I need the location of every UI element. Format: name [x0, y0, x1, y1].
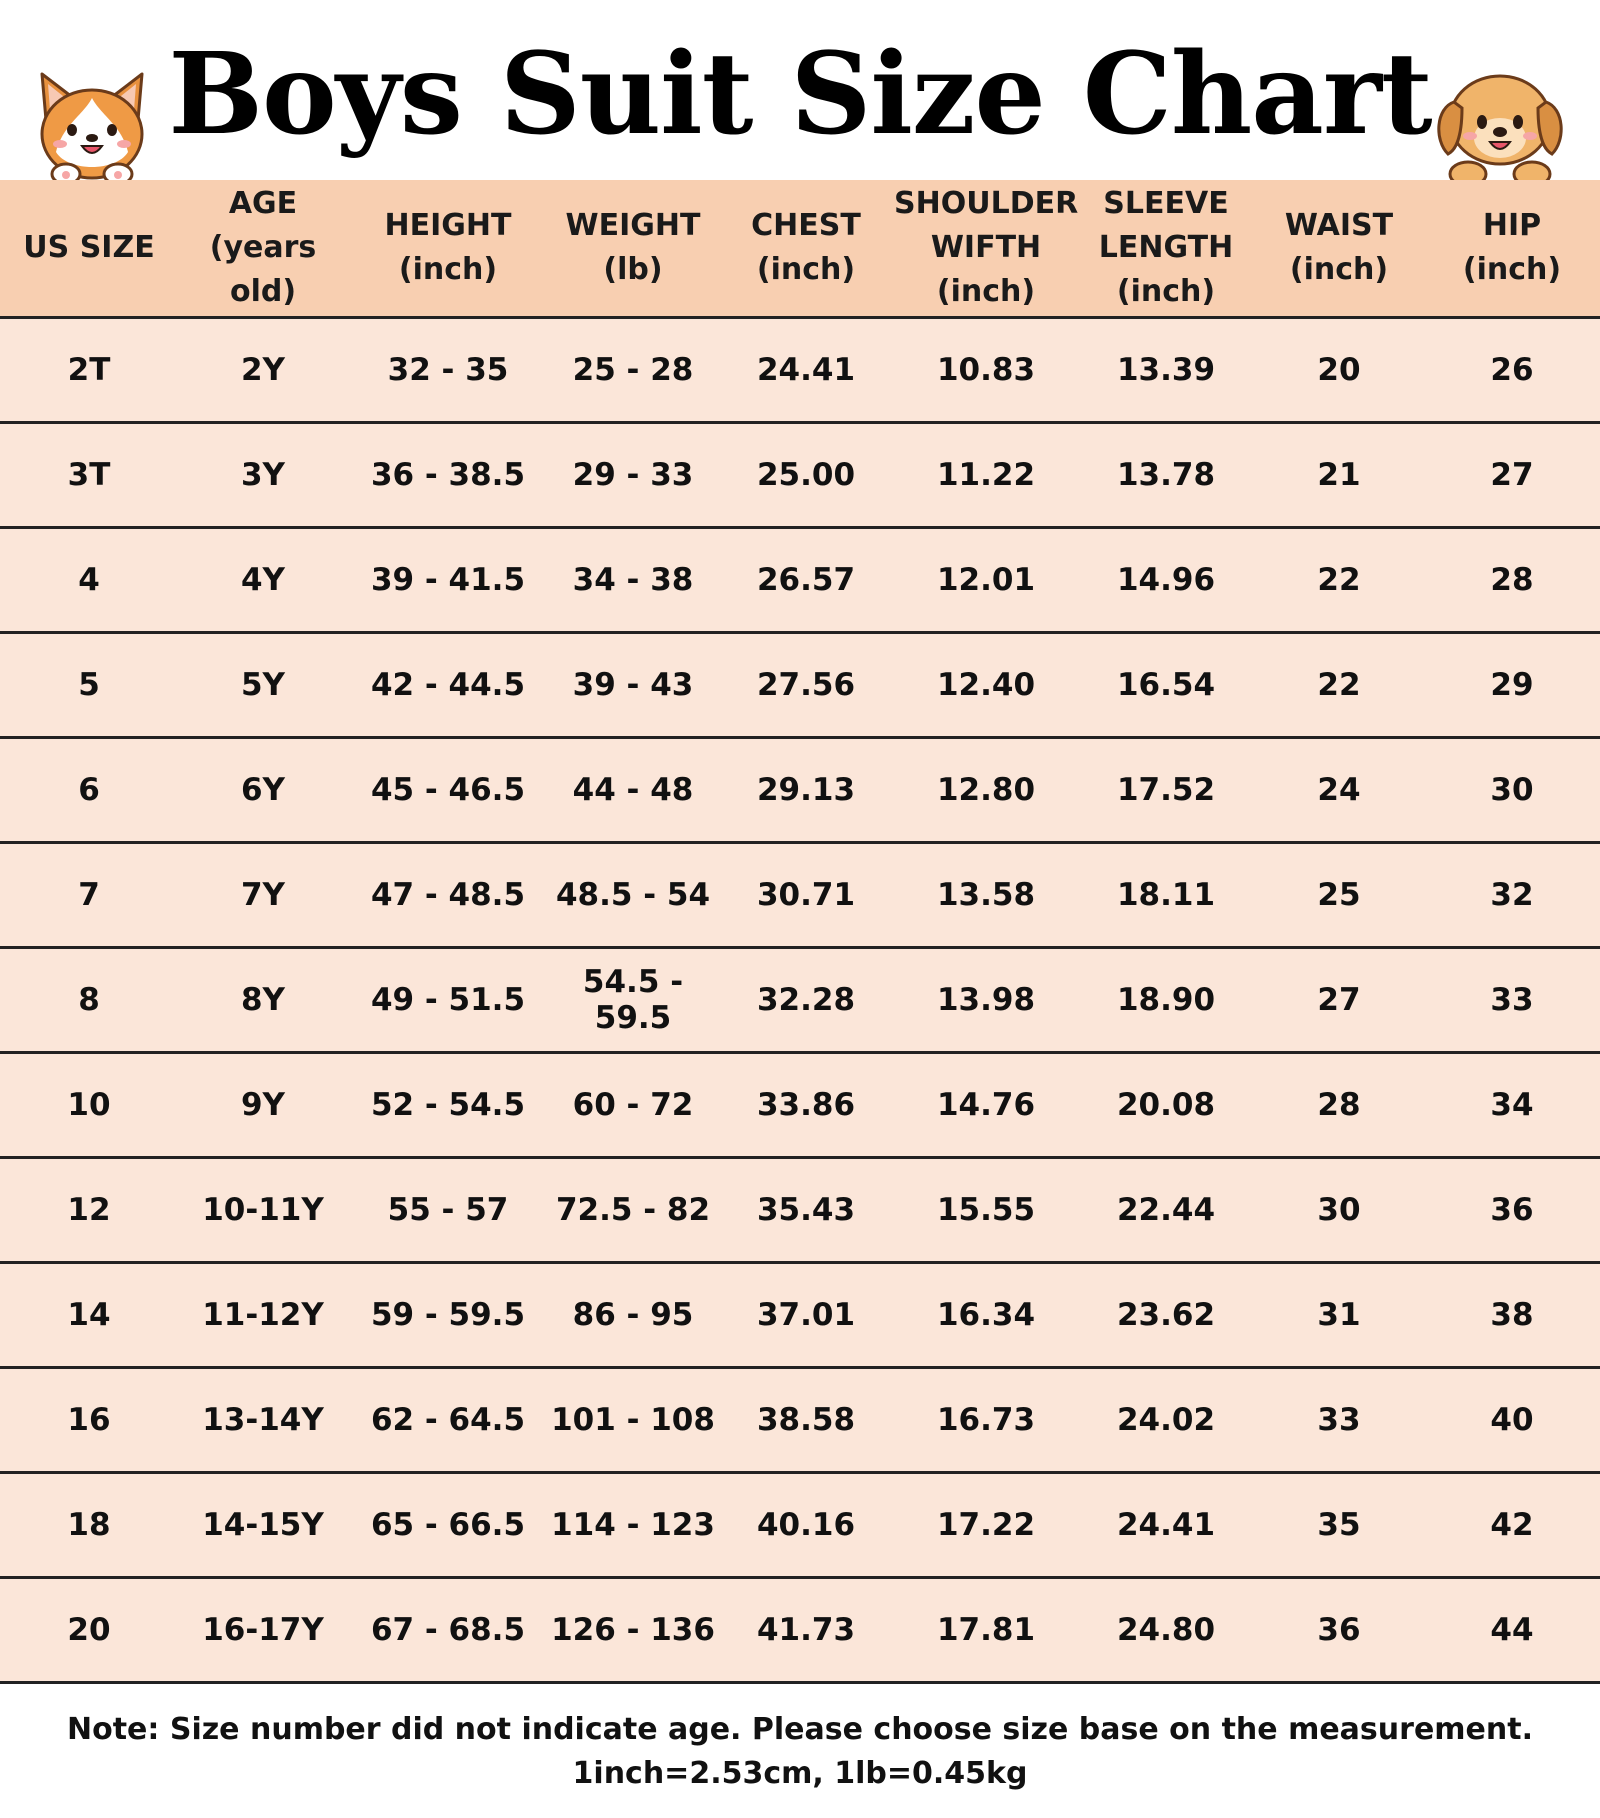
table-row: [0, 948, 1600, 1053]
header-waist: WAIST (inch): [1254, 180, 1424, 318]
note-line-2: 1inch=2.53cm, 1lb=0.45kg: [572, 1756, 1028, 1791]
cell-weight: 54.5 - 59.5: [548, 948, 718, 1053]
cell-waist: 27: [1254, 948, 1424, 1053]
cell-sleeve-length: 16.54: [1078, 633, 1254, 738]
cell-sleeve-length: 24.80: [1078, 1578, 1254, 1683]
cell-hip: 28: [1424, 528, 1600, 633]
cell-hip: 32: [1424, 843, 1600, 948]
cell-waist: 21: [1254, 423, 1424, 528]
cell-sleeve-length: 18.90: [1078, 948, 1254, 1053]
cell-waist: 30: [1254, 1158, 1424, 1263]
cell-chest: 33.86: [718, 1053, 894, 1158]
cell-waist: 31: [1254, 1263, 1424, 1368]
cell-shoulder-width: 13.98: [894, 948, 1078, 1053]
table-body: [0, 318, 1600, 1683]
cell-age: 4Y: [178, 528, 348, 633]
corgi-mascot-icon: [32, 68, 152, 188]
cell-chest: 26.57: [718, 528, 894, 633]
size-note: [0, 1708, 1600, 1796]
header-chest: CHEST (inch): [718, 180, 894, 318]
cell-weight: 126 - 136: [548, 1578, 718, 1683]
cell-age: 2Y: [178, 318, 348, 423]
cell-us-size: 6: [0, 738, 178, 843]
header-height: HEIGHT (inch): [348, 180, 548, 318]
cell-chest: 32.28: [718, 948, 894, 1053]
cell-chest: 25.00: [718, 423, 894, 528]
cell-us-size: 12: [0, 1158, 178, 1263]
table-header-row: [0, 180, 1600, 318]
cell-hip: 34: [1424, 1053, 1600, 1158]
cell-hip: 44: [1424, 1578, 1600, 1683]
cell-age: 6Y: [178, 738, 348, 843]
cell-sleeve-length: 18.11: [1078, 843, 1254, 948]
cell-height: 52 - 54.5: [348, 1053, 548, 1158]
note-line-1: Note: Size number did not indicate age. Please choose size base on the measurement.: [66, 1712, 1533, 1747]
cell-waist: 28: [1254, 1053, 1424, 1158]
cell-chest: 40.16: [718, 1473, 894, 1578]
cell-height: 45 - 46.5: [348, 738, 548, 843]
cell-shoulder-width: 17.81: [894, 1578, 1078, 1683]
header-weight: WEIGHT (lb): [548, 180, 718, 318]
cell-us-size: 8: [0, 948, 178, 1053]
cell-height: 59 - 59.5: [348, 1263, 548, 1368]
cell-chest: 27.56: [718, 633, 894, 738]
table-row: [0, 738, 1600, 843]
cell-sleeve-length: 24.41: [1078, 1473, 1254, 1578]
header-hip: HIP (inch): [1424, 180, 1600, 318]
cell-us-size: 14: [0, 1263, 178, 1368]
cell-sleeve-length: 23.62: [1078, 1263, 1254, 1368]
cell-weight: 114 - 123: [548, 1473, 718, 1578]
cell-shoulder-width: 12.80: [894, 738, 1078, 843]
cell-shoulder-width: 16.73: [894, 1368, 1078, 1473]
table-row: [0, 1053, 1600, 1158]
cell-weight: 101 - 108: [548, 1368, 718, 1473]
cell-height: 49 - 51.5: [348, 948, 548, 1053]
cell-waist: 24: [1254, 738, 1424, 843]
cell-height: 67 - 68.5: [348, 1578, 548, 1683]
cell-us-size: 5: [0, 633, 178, 738]
table-row: [0, 528, 1600, 633]
cell-us-size: 7: [0, 843, 178, 948]
cell-age: 16-17Y: [178, 1578, 348, 1683]
cell-hip: 42: [1424, 1473, 1600, 1578]
cell-sleeve-length: 14.96: [1078, 528, 1254, 633]
table-row: [0, 1263, 1600, 1368]
cell-chest: 35.43: [718, 1158, 894, 1263]
cell-weight: 39 - 43: [548, 633, 718, 738]
cell-hip: 38: [1424, 1263, 1600, 1368]
cell-shoulder-width: 16.34: [894, 1263, 1078, 1368]
cell-us-size: 18: [0, 1473, 178, 1578]
cell-sleeve-length: 20.08: [1078, 1053, 1254, 1158]
size-chart-table: [0, 180, 1600, 1684]
cell-chest: 29.13: [718, 738, 894, 843]
cell-waist: 22: [1254, 633, 1424, 738]
cell-age: 7Y: [178, 843, 348, 948]
cell-height: 47 - 48.5: [348, 843, 548, 948]
cell-waist: 20: [1254, 318, 1424, 423]
cell-weight: 25 - 28: [548, 318, 718, 423]
cell-age: 8Y: [178, 948, 348, 1053]
cell-shoulder-width: 13.58: [894, 843, 1078, 948]
cell-height: 65 - 66.5: [348, 1473, 548, 1578]
cell-us-size: 2T: [0, 318, 178, 423]
table-row: [0, 423, 1600, 528]
header-us-size: US SIZE: [0, 180, 178, 318]
header-sleeve-length: SLEEVE LENGTH (inch): [1078, 180, 1254, 318]
cell-weight: 86 - 95: [548, 1263, 718, 1368]
cell-age: 14-15Y: [178, 1473, 348, 1578]
header-shoulder-width: SHOULDER WIFTH (inch): [894, 180, 1078, 318]
cell-weight: 44 - 48: [548, 738, 718, 843]
cell-hip: 30: [1424, 738, 1600, 843]
cell-us-size: 4: [0, 528, 178, 633]
cell-weight: 29 - 33: [548, 423, 718, 528]
cell-height: 36 - 38.5: [348, 423, 548, 528]
cell-us-size: 16: [0, 1368, 178, 1473]
cell-chest: 24.41: [718, 318, 894, 423]
cell-age: 3Y: [178, 423, 348, 528]
cell-weight: 34 - 38: [548, 528, 718, 633]
cell-waist: 36: [1254, 1578, 1424, 1683]
cell-us-size: 3T: [0, 423, 178, 528]
cell-hip: 27: [1424, 423, 1600, 528]
cell-weight: 72.5 - 82: [548, 1158, 718, 1263]
table-row: [0, 1473, 1600, 1578]
header-age: AGE (years old): [178, 180, 348, 318]
cell-waist: 25: [1254, 843, 1424, 948]
cell-height: 39 - 41.5: [348, 528, 548, 633]
cell-chest: 41.73: [718, 1578, 894, 1683]
cell-shoulder-width: 14.76: [894, 1053, 1078, 1158]
cell-sleeve-length: 17.52: [1078, 738, 1254, 843]
cell-waist: 22: [1254, 528, 1424, 633]
page-title: Boys Suit Size Chart: [168, 29, 1432, 160]
golden-puppy-mascot-icon: [1432, 68, 1568, 192]
cell-hip: 40: [1424, 1368, 1600, 1473]
table-row: [0, 843, 1600, 948]
cell-shoulder-width: 15.55: [894, 1158, 1078, 1263]
table-row: [0, 1158, 1600, 1263]
cell-shoulder-width: 10.83: [894, 318, 1078, 423]
cell-sleeve-length: 24.02: [1078, 1368, 1254, 1473]
cell-shoulder-width: 12.40: [894, 633, 1078, 738]
table-row: [0, 1368, 1600, 1473]
cell-age: 13-14Y: [178, 1368, 348, 1473]
table-row: [0, 318, 1600, 423]
cell-height: 55 - 57: [348, 1158, 548, 1263]
cell-height: 62 - 64.5: [348, 1368, 548, 1473]
cell-sleeve-length: 13.78: [1078, 423, 1254, 528]
cell-chest: 38.58: [718, 1368, 894, 1473]
table-row: [0, 633, 1600, 738]
cell-chest: 30.71: [718, 843, 894, 948]
cell-sleeve-length: 13.39: [1078, 318, 1254, 423]
cell-age: 5Y: [178, 633, 348, 738]
cell-hip: 36: [1424, 1158, 1600, 1263]
cell-us-size: 20: [0, 1578, 178, 1683]
cell-sleeve-length: 22.44: [1078, 1158, 1254, 1263]
cell-shoulder-width: 11.22: [894, 423, 1078, 528]
cell-height: 32 - 35: [348, 318, 548, 423]
cell-waist: 35: [1254, 1473, 1424, 1578]
table-row: [0, 1578, 1600, 1683]
cell-hip: 26: [1424, 318, 1600, 423]
cell-weight: 48.5 - 54: [548, 843, 718, 948]
cell-shoulder-width: 17.22: [894, 1473, 1078, 1578]
cell-hip: 33: [1424, 948, 1600, 1053]
cell-waist: 33: [1254, 1368, 1424, 1473]
cell-age: 11-12Y: [178, 1263, 348, 1368]
cell-shoulder-width: 12.01: [894, 528, 1078, 633]
cell-age: 10-11Y: [178, 1158, 348, 1263]
cell-chest: 37.01: [718, 1263, 894, 1368]
cell-weight: 60 - 72: [548, 1053, 718, 1158]
cell-height: 42 - 44.5: [348, 633, 548, 738]
cell-us-size: 10: [0, 1053, 178, 1158]
cell-hip: 29: [1424, 633, 1600, 738]
cell-age: 9Y: [178, 1053, 348, 1158]
